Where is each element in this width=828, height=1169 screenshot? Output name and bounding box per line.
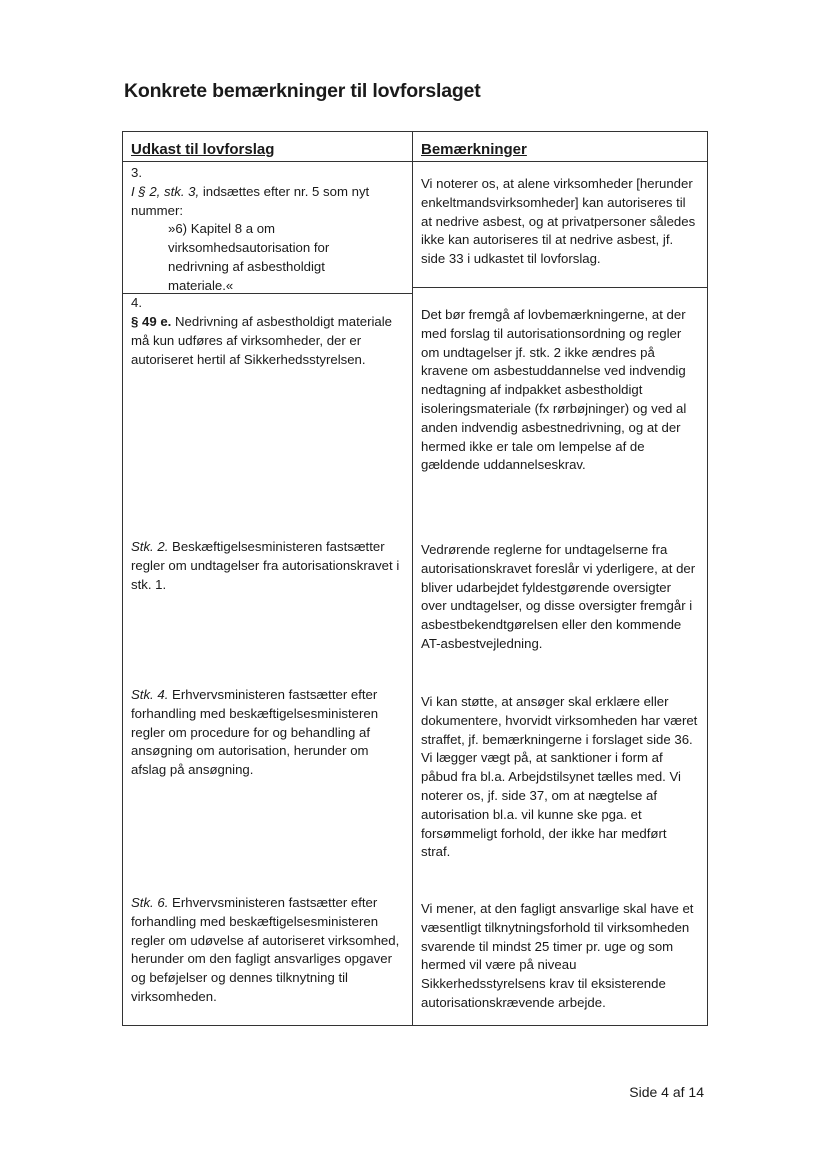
header-draft: Udkast til lovforslag [131, 141, 275, 158]
stk2-body: Beskæftigelsesministeren fastsætter regler om undtagelser fra autorisationskravet i stk. 1. [131, 539, 400, 592]
stk4-remark: Vi kan støtte, at ansøger skal erklære eller dokumentere, hvorvidt virksomheden har været straffet, jf. bemærkningerne i forslaget side 36. Vi lægger vægt på, at sanktioner i form af påbud fra bl.a. Arbejdstilsynet tælles med. Vi noterer os, jf. side 37, om at nægtelse af autorisation bl.a. vil kunne ske pga. et forsømmeligt forhold, der ikke har medført straf. [421, 694, 698, 860]
row3-quote-line-1: »6) Kapitel 8 a om [168, 221, 276, 237]
header-divider [123, 161, 707, 162]
row3-quote-line-3: nedrivning af asbestholdigt [168, 258, 325, 274]
stk4-label: Stk. 4. [131, 687, 169, 702]
row3-quote-line-4: materiale.« [168, 277, 234, 293]
remarks-table [122, 131, 708, 1026]
row3-text [131, 183, 403, 221]
column-divider [412, 132, 413, 1025]
stk6-remark: Vi mener, at den fagligt ansvarlige skal have et væsentligt tilknytningsforhold til virksomheden svarende til mindst 25 timer pr. uge og som hermed vil være på niveau Sikkerhedsstyrelsens krav til eksisterende autorisationskrævende arbejde. [421, 901, 694, 1010]
row3-quote-line-2: virksomhedsautorisation for [168, 240, 330, 256]
row3-reference: I § 2, stk. 3, [131, 183, 200, 199]
sec49e-draft [131, 313, 406, 369]
stk6-draft [131, 894, 406, 1007]
row3-draft [131, 164, 403, 296]
row3-remark: Vi noterer os, at alene virksomheder [herunder enkeltmandsvirksomheder] kan autoriseres til at nedrive asbest, og at privatpersoner således ikke kan autoriseres til at nedrive asbest, jf. side 33 i udkastet til lovforslag. [421, 176, 696, 267]
row3-number: 3. [131, 165, 142, 180]
stk6-body: Erhvervsministeren fastsætter efter forhandling med beskæftigelsesministeren regler om udøvelse af autoriseret virksomhed, herunder om den fagligt ansvarliges opgaver og beføjelser og dennes tilknytning til virksomheden. [131, 895, 400, 1004]
stk2-label: Stk. 2. [131, 539, 169, 554]
row4-number: 4. [131, 295, 142, 310]
stk6-label: Stk. 6. [131, 895, 169, 910]
stk2-remark: Vedrørende reglerne for undtagelserne fra autorisationskravet foreslår vi yderligere, at der bliver udarbejdet fyldestgørende oversigter over undtagelser, og disse oversigter fremgår i asbestbekendtgørelsen eller den kommende AT-asbestvejledning. [421, 542, 696, 651]
stk4-draft [131, 686, 406, 780]
page-title: Konkrete bemærkninger til lovforslaget [124, 80, 481, 102]
sec49e-body: Nedrivning af asbestholdigt materiale må kun udføres af virksomheder, der er autoriseret hertil af Sikkerhedsstyrelsen. [131, 314, 392, 367]
row3-body: indsættes efter nr. 5 som nyt nummer: [131, 183, 370, 218]
sec49e-remark: Det bør fremgå af lovbemærkningerne, at der med forslag til autorisationsordning og regler om undtagelser jf. stk. 2 ikke ændres på kravene om asbestuddannelse ved indvendig nedtagning af indpakket asbestholdigt isoleringsmateriale (fx rørbøjninger) og ved al anden indvendig asbestnedrivning, og at der hermed ikke er tale om lempelse af de gældende uddannelseskrav. [421, 307, 687, 473]
stk2-draft [131, 538, 406, 594]
page-number: Side 4 af 14 [629, 1084, 704, 1100]
row-divider-right [412, 287, 707, 288]
header-remarks: Bemærkninger [421, 141, 527, 158]
stk4-body: Erhvervsministeren fastsætter efter forhandling med beskæftigelsesministeren regler om procedure for og behandling af ansøgning om autorisation, herunder om afslag på ansøgning. [131, 687, 379, 778]
sec49e-label: § 49 e. [131, 314, 172, 329]
